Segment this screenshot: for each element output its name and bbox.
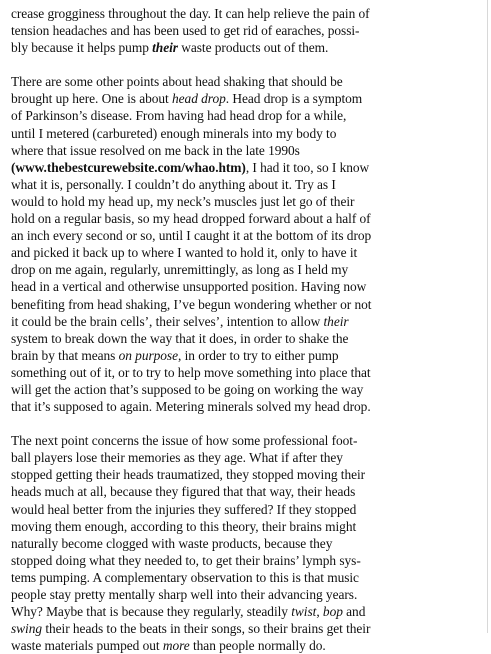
text-run: waste materials pumped out [11,638,163,654]
text-run: . Head drop is a symptom [225,91,363,107]
text-run: ball players lose their memories as they age. What if after they [11,450,343,466]
text-run: benefiting from head shaking, I’ve begun wondering whether or not [11,296,372,312]
text-line [11,483,481,500]
emphasized-text: twist [291,604,317,620]
text-run: people stay pretty mentally sharp well into their advancing years. [11,587,358,602]
text-line [11,296,481,313]
text-run: Why? Maybe that is because they regularly, steadily [11,604,292,620]
text-line [11,449,481,466]
text-run: will get the action that’s supposed to be going on working the way [11,381,364,397]
text-line [11,330,481,347]
text-line [11,210,481,227]
text-run: bly because it helps pump [11,40,153,56]
text-line [11,278,481,295]
text-run: heads much at all, because they figured that that way, their heads [11,484,356,500]
text-run: what it is, personally. I couldn’t do anything about it. Try as I [11,176,336,192]
text-line [11,227,481,244]
text-line [11,535,481,552]
text-line [11,90,481,107]
emphasized-text: head drop [172,91,226,107]
text-line [11,176,481,193]
text-run: an inch every second or so, until I caught it at the bottom of its drop [11,228,372,244]
text-run: system to break down the way that it does, in order to shake the [11,330,349,346]
text-run: There are some other points about head shaking that should be [11,74,343,90]
text-line [11,5,481,22]
text-line [11,432,481,449]
text-line [11,73,481,90]
text-run: crease grogginess throughout the day. It can help relieve the pain of [11,6,370,21]
text-run: and picked it back up to where I wanted to hold it, only to have it [11,245,358,261]
text-line [11,244,481,261]
text-run: , [316,604,323,620]
emphasized-text: (www.thebestcurewebsite.com/whao.htm) [11,159,246,175]
text-run: waste products out of them. [177,40,329,56]
text-run: would to hold my head up, my neck’s muscles just let go of their [11,193,355,209]
text-line [11,22,481,39]
text-run: head in a vertical and otherwise unsupported position. Having now [11,279,367,295]
text-run: it could be the brain cells’, their selves’, intention to allow [11,313,324,329]
text-line [11,501,481,518]
text-line [11,313,481,330]
text-line [11,193,481,210]
text-line [11,586,481,603]
emphasized-text: bop [322,604,343,620]
text-run: , in order to try to either pump [177,347,339,363]
text-line [11,620,481,637]
text-line [11,39,481,56]
emphasized-text: more [162,638,190,654]
text-run: that it’s supposed to again. Metering minerals solved my head drop. [11,399,371,415]
text-run: stopped getting their heads traumatized, they stopped moving their [11,467,366,483]
text-line [11,347,481,364]
text-line [11,569,481,586]
text-line [11,159,481,176]
text-line [11,518,481,535]
text-line [11,107,481,124]
text-line [11,261,481,278]
text-run: something out of it, or to try to help move something into place that [11,364,371,380]
text-run: until I metered (carbureted) enough minerals into my body to [11,125,337,141]
text-line [11,142,481,159]
text-run: drop on me again, regularly, unremittingly, as long as I held my [11,262,349,278]
text-run: would heal better from the injuries they suffered? If they stopped [11,501,357,517]
paragraph-2 [11,73,481,415]
emphasized-text: their [152,40,178,56]
text-run: , I had it too, so I know [245,159,370,175]
emphasized-text: their [323,313,349,329]
text-run: than people normally do. [189,638,326,654]
text-run: their heads to the beats in their songs, so their brains get their [42,621,371,637]
text-run: brain by that means [11,347,119,363]
text-run: and [342,604,366,620]
text-run: stopped doing what they needed to, to get their brains’ lymph sys- [11,552,361,568]
text-line [11,125,481,142]
text-run: The next point concerns the issue of how some professional foot- [11,433,358,449]
text-line [11,381,481,398]
text-line [11,637,481,654]
text-run: tension headaches and has been used to get rid of earaches, possi- [11,23,360,39]
emphasized-text: swing [11,621,43,637]
paragraph-1 [11,5,481,56]
text-run: where that issue resolved on me back in the late 1990s [11,142,300,158]
paragraph-3 [11,432,481,654]
text-run: of Parkinson’s disease. From having had head drop for a while, [11,108,347,124]
emphasized-text: on purpose [118,347,178,363]
text-run: moving them enough, according to this theory, their brains might [11,518,357,534]
text-run: hold on a regular basis, so my head dropped forward about a half of [11,211,371,227]
text-line [11,466,481,483]
text-line [11,552,481,569]
text-run: brought up here. One is about [11,91,173,107]
text-line [11,398,481,415]
text-run: naturally become clogged with waste products, because they [11,535,333,551]
text-run: tems pumping. A complementary observation to this is that music [11,569,359,585]
text-line [11,603,481,620]
text-line [11,364,481,381]
